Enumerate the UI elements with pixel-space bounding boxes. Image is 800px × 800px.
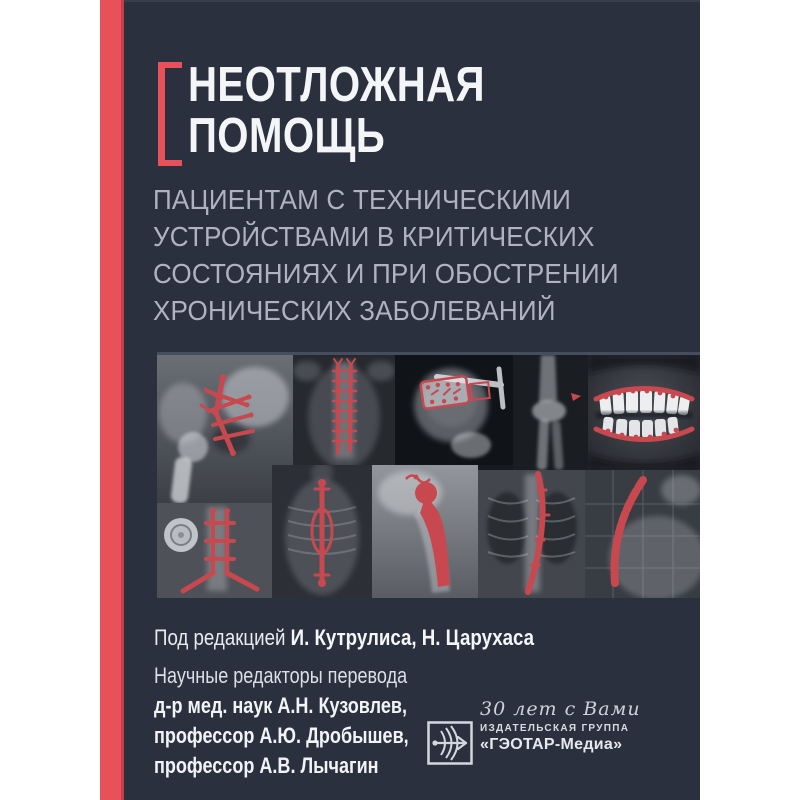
- xray-scoliosis-rod: [478, 470, 585, 598]
- publisher-brand-name: «ГЭОТАР-Медиа»: [480, 736, 623, 753]
- book-cover: [100, 0, 700, 800]
- xray-rib-plate-grid: [585, 470, 700, 598]
- subtitle-line-2: УСТРОЙСТВАМИ В КРИТИЧЕСКИХ: [153, 221, 595, 252]
- edited-by-text: [154, 625, 534, 651]
- title-bracket-decoration: [158, 62, 182, 166]
- edited-by-prefix: Под редакцией: [154, 625, 291, 650]
- book-subtitle: [153, 181, 654, 329]
- subtitle-line-3: СОСТОЯНИЯХ И ПРИ ОБОСТРЕНИИ: [153, 258, 619, 289]
- edited-by-line: [154, 625, 601, 651]
- subtitle-line-1: ПАЦИЕНТАМ С ТЕХНИЧЕСКИМИ: [153, 184, 572, 215]
- science-editor-name-2: профессор А.Ю. Дробышев,: [154, 723, 409, 748]
- xray-hip-prosthesis: [372, 465, 478, 598]
- book-spine: [100, 0, 124, 800]
- xray-teeth-braces: [588, 355, 700, 470]
- science-editors-heading: Научные редакторы перевода: [154, 663, 408, 688]
- publisher-logo-block: [427, 698, 697, 778]
- xray-spine-single-rod: [272, 462, 372, 598]
- title-line-1: НЕОТЛОЖНАЯ: [188, 58, 485, 112]
- publisher-anniversary: 30 лет с Вами: [480, 698, 641, 720]
- publisher-text: [480, 698, 641, 754]
- xray-lumbar-screws-pump: [157, 503, 272, 598]
- science-editor-name-1: д-р мед. наук А.Н. Кузовлев,: [154, 693, 407, 718]
- xray-montage: [157, 352, 700, 598]
- xray-elbow-joint: [513, 355, 588, 470]
- xray-skull-cranial-plate: [395, 355, 513, 465]
- front-cover: [124, 0, 700, 800]
- subtitle-line-4: ХРОНИЧЕСКИХ ЗАБОЛЕВАНИЙ: [153, 295, 556, 326]
- science-editors-block: [154, 661, 465, 781]
- edited-by-names: И. Кутрулиса, Н. Царухаса: [290, 625, 535, 650]
- xray-thoracic-spine-two-rods: [293, 355, 395, 469]
- science-editor-name-3: профессор А.В. Лычагин: [154, 753, 379, 778]
- book-title: [188, 60, 550, 162]
- geotar-arcs-arrow-icon: [427, 721, 473, 765]
- publisher-group-label: ИЗДАТЕЛЬСКАЯ ГРУППА: [480, 723, 630, 734]
- title-line-2: ПОМОЩЬ: [188, 109, 386, 163]
